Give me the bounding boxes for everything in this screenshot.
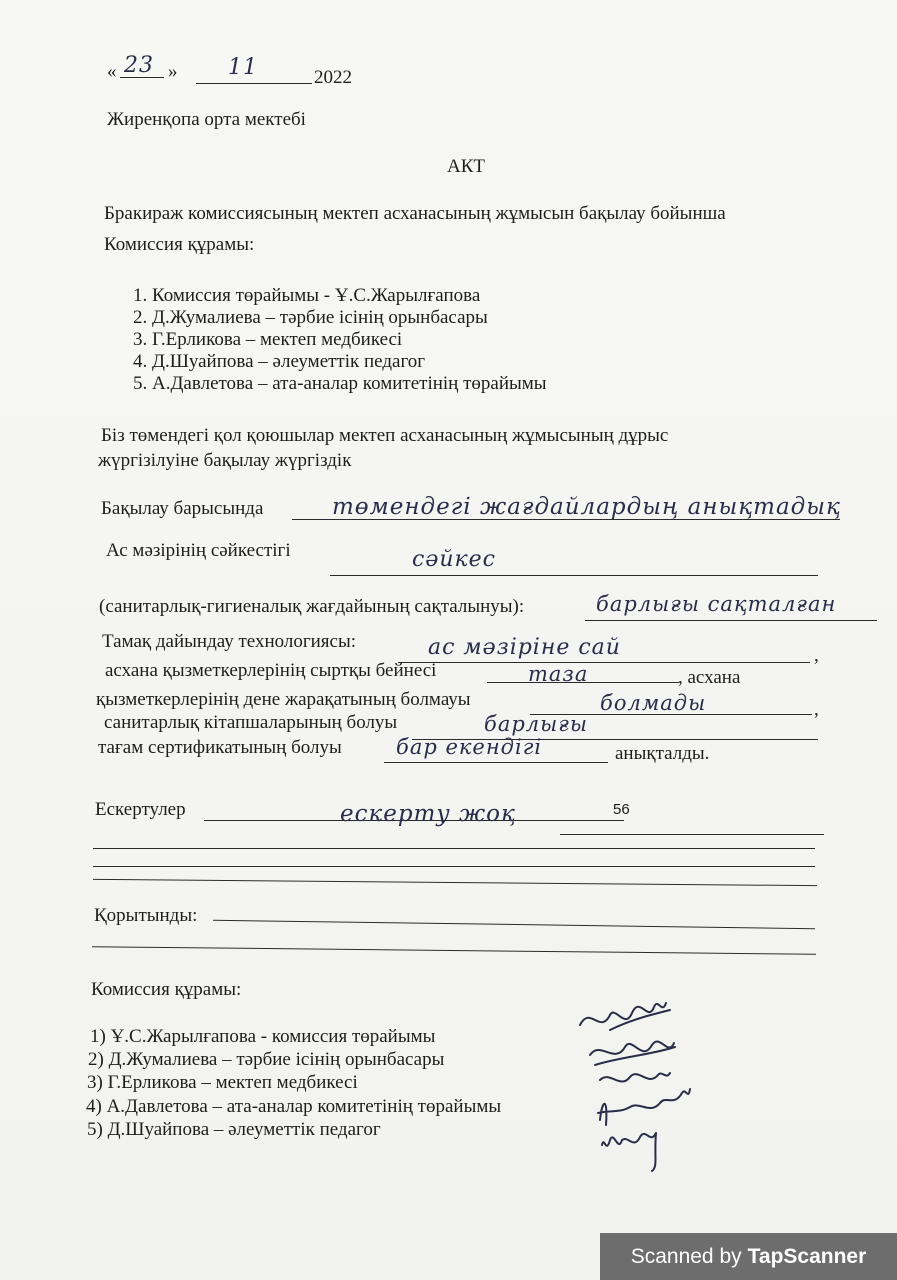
sanitary-value: барлығы сақталған bbox=[596, 592, 837, 616]
menu-label: Ас мәзірінің сәйкестігі bbox=[106, 540, 291, 561]
technology-value: ас мәзіріне сай bbox=[428, 635, 621, 660]
signature-5 bbox=[602, 1133, 656, 1171]
appearance-label: асхана қызметкерлерінің сыртқы бейнесі bbox=[105, 660, 437, 681]
date-quote-open: « bbox=[107, 61, 117, 82]
signatory-item: 1) Ұ.С.Жарылғапова - комиссия төрайымы bbox=[90, 1026, 436, 1047]
sanitary-underline bbox=[585, 620, 877, 621]
certificate-value: бар екендігі bbox=[396, 735, 543, 759]
document-subtitle: Бракираж комиссиясының мектеп асханасының жұмысын бақылау бойынша bbox=[104, 203, 726, 224]
commission-member: 5. А.Давлетова – ата-аналар комитетінің төрайымы bbox=[133, 373, 547, 394]
books-value: барлығы bbox=[484, 712, 588, 736]
date-day: 23 bbox=[124, 53, 154, 78]
conclusion-line-2 bbox=[92, 946, 816, 955]
observation-value: төмендегі жағдайлардың анықтадық bbox=[332, 494, 841, 520]
notes-line-4 bbox=[93, 879, 817, 886]
intro-line-1: Біз төмендегі қол қоюшылар мектеп асханасының жұмысының дұрыс bbox=[101, 425, 669, 446]
signature-4 bbox=[598, 1089, 690, 1125]
signatory-item: 3) Г.Ерликова – мектеп медбикесі bbox=[87, 1072, 358, 1093]
technology-comma: , bbox=[814, 645, 819, 666]
signatories-heading: Комиссия құрамы: bbox=[91, 979, 242, 1000]
date-day-underline bbox=[120, 77, 164, 78]
notes-label: Ескертулер bbox=[95, 799, 186, 820]
appearance-suffix: , асхана bbox=[678, 667, 741, 688]
books-label: санитарлық кітапшаларының болуы bbox=[104, 712, 398, 733]
notes-value: ескерту жоқ bbox=[340, 801, 516, 827]
observation-label: Бақылау барысында bbox=[101, 498, 264, 519]
notes-underline-cont bbox=[560, 834, 824, 835]
appearance-value: таза bbox=[528, 662, 589, 686]
technology-underline bbox=[398, 662, 810, 663]
document-title: АКТ bbox=[447, 156, 485, 177]
injury-comma: , bbox=[814, 699, 819, 720]
signatory-item: 2) Д.Жумалиева – тәрбие ісінің орынбасары bbox=[88, 1049, 445, 1070]
sanitary-label: (санитарлық-гигиеналық жағдайының сақталынуы): bbox=[99, 596, 525, 617]
commission-member: 3. Г.Ерликова – мектеп медбикесі bbox=[133, 329, 403, 350]
date-quote-close: » bbox=[168, 61, 178, 82]
signature-2 bbox=[590, 1042, 675, 1065]
conclusion-label: Қорытынды: bbox=[94, 905, 198, 926]
commission-member: 4. Д.Шуайпова – әлеуметтік педагог bbox=[133, 351, 426, 372]
certificate-label: тағам сертификатының болуы bbox=[98, 737, 342, 758]
signature-3 bbox=[600, 1073, 670, 1082]
date-year: 2022 bbox=[314, 67, 352, 88]
watermark-brand: TapScanner bbox=[747, 1244, 867, 1268]
intro-line-2: жүргізілуіне бақылау жүргіздік bbox=[98, 450, 352, 471]
commission-member: 1. Комиссия төрайымы - Ұ.С.Жарылғапова bbox=[133, 285, 481, 306]
certificate-underline bbox=[384, 762, 608, 763]
notes-line-2 bbox=[93, 848, 815, 849]
notes-line-3 bbox=[93, 866, 815, 867]
menu-underline bbox=[330, 575, 818, 576]
menu-value: сәйкес bbox=[412, 547, 496, 572]
date-month: 11 bbox=[228, 55, 258, 80]
date-month-underline bbox=[196, 83, 312, 84]
scanner-watermark bbox=[600, 1233, 897, 1280]
commission-heading: Комиссия құрамы: bbox=[104, 234, 255, 255]
signatory-item: 5) Д.Шуайпова – әлеуметтік педагог bbox=[87, 1119, 381, 1140]
handwritten-signatures bbox=[570, 985, 710, 1175]
watermark-prefix: Scanned by bbox=[630, 1244, 742, 1268]
injury-value: болмады bbox=[600, 691, 707, 715]
page-number: 56 bbox=[613, 801, 630, 818]
injury-label: қызметкерлерінің дене жарақатының болмауы bbox=[96, 689, 471, 710]
commission-member: 2. Д.Жумалиева – тәрбие ісінің орынбасары bbox=[133, 307, 488, 328]
signatory-item: 4) А.Давлетова – ата-аналар комитетінің төрайымы bbox=[86, 1096, 502, 1117]
school-name: Жиренқопа орта мектебі bbox=[107, 109, 306, 130]
conclusion-underline bbox=[213, 920, 815, 929]
technology-label: Тамақ дайындау технологиясы: bbox=[102, 631, 357, 652]
certificate-suffix: анықталды. bbox=[615, 743, 710, 764]
signature-1 bbox=[580, 1003, 670, 1030]
